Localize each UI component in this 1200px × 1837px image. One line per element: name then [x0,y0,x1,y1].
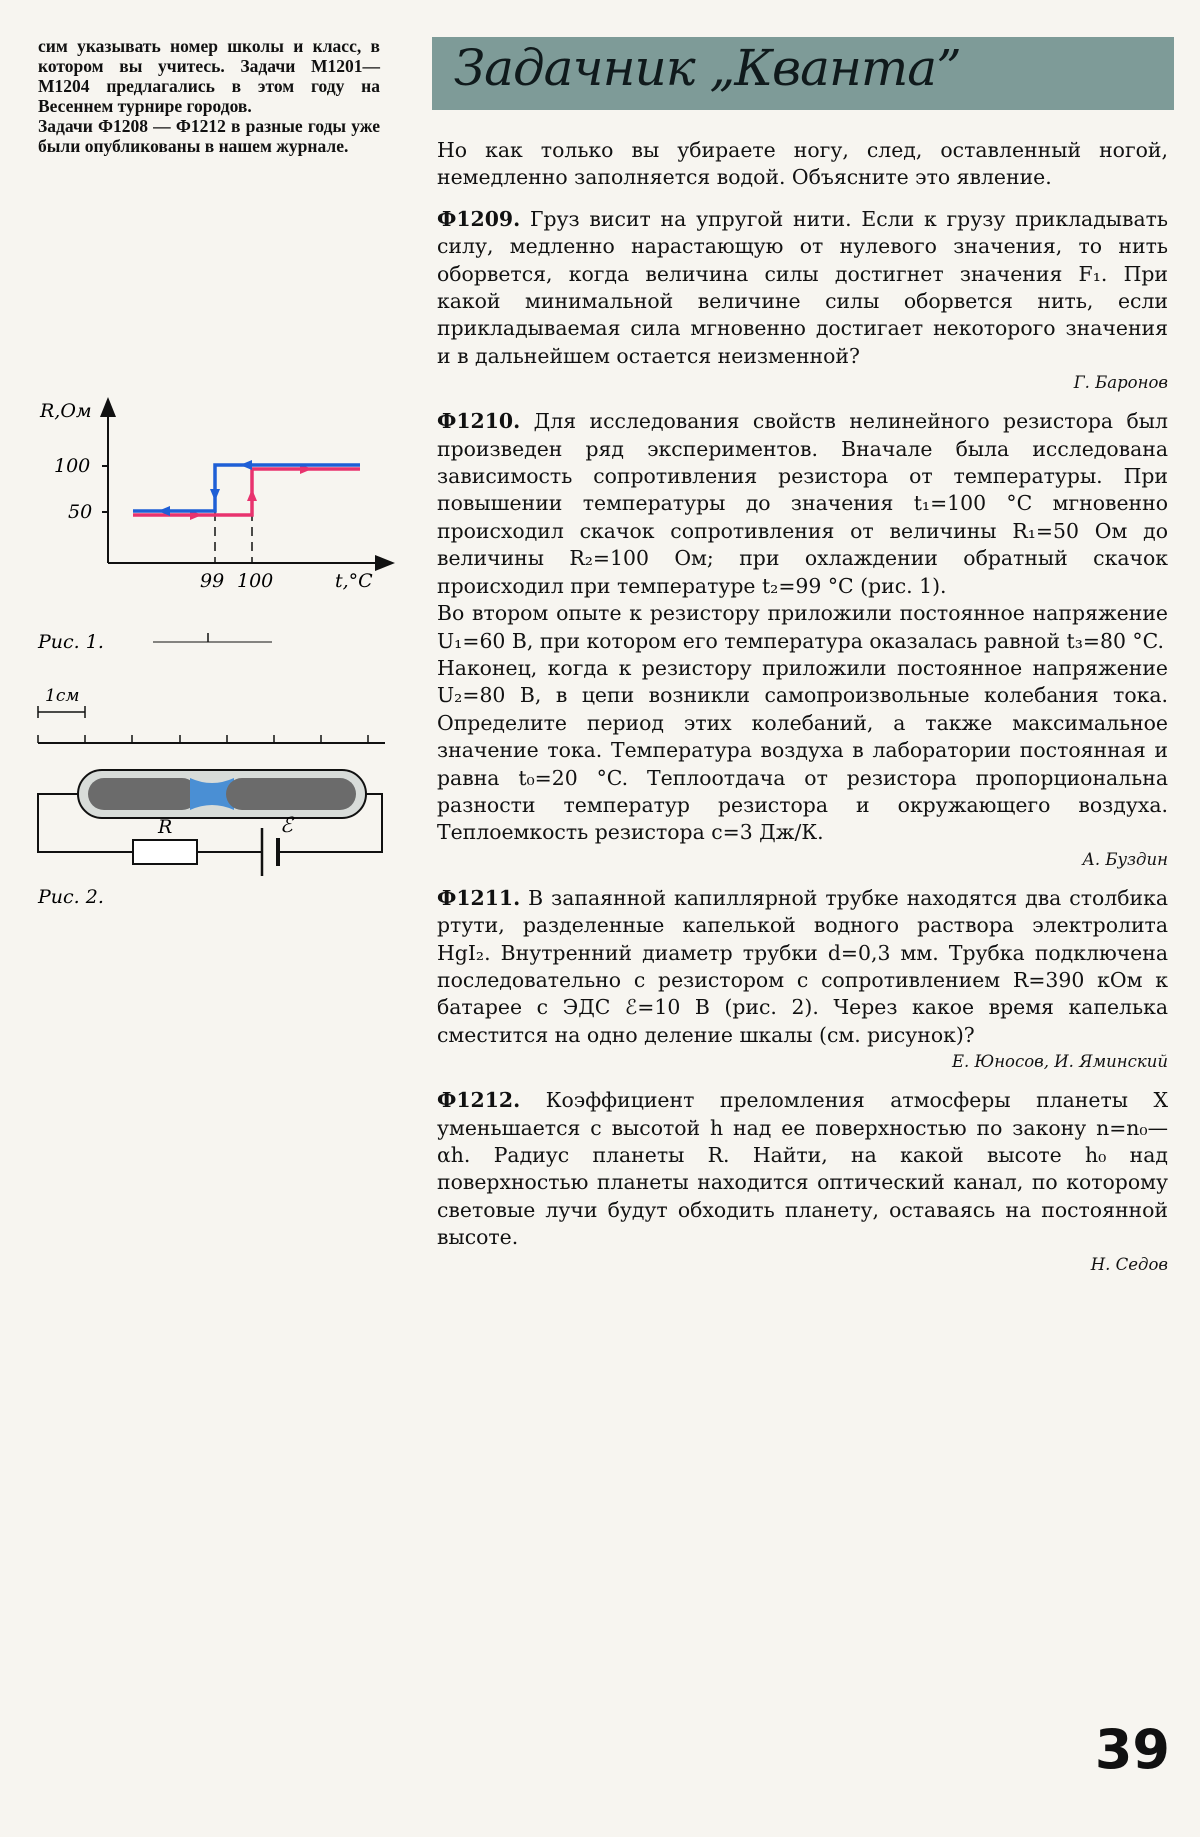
problem-number: Ф1212. [437,1088,521,1113]
problem-text-2: Во втором опыте к резистору приложили постоянное напряжение U₁=60 В, при котором его температура оказалась равной t₃=80 °C. [437,601,1168,653]
mercury-column-left [88,778,198,810]
figure-1-caption: Рис. 1. [38,631,104,653]
mercury-column-right [226,778,356,810]
cooling-arrow [240,460,252,470]
x-tick-label: 100 [237,570,274,592]
problem-author: Е. Юносов, И. Яминский [951,1052,1168,1072]
y-axis-label: R,Ом [40,400,92,422]
intro-text: Но как только вы убираете ногу, след, оставленный ногой, немедленно заполняется водой. Объясните это явление. [437,138,1168,190]
section-header [432,37,1174,110]
page-number: 39 [1094,1718,1170,1781]
problem-f1212 [437,1087,1168,1275]
section-title: Задачник „Кванта” [454,39,961,97]
sidebar-note [38,36,380,156]
problem-f1211 [437,885,1168,1073]
cooling-arrow [210,489,220,501]
problem-text: Коэффициент преломления атмосферы планеты X уменьшается с высотой h над ее поверхностью по закону n=n₀—αh. Радиус планеты R. Найти, на какой высоте h₀ над поверхностью планеты находится оптический канал, по которому световые лучи будут обходить планету, оставаясь на постоянной высоте. [437,1088,1168,1250]
sidebar-paragraph-2: Задачи Ф1208 — Ф1212 в разные годы уже были опубликованы в нашем журнале. [38,116,380,156]
resistor-label: R [158,816,173,838]
problem-text: Для исследования свойств нелинейного резистора был произведен ряд экспериментов. Вначале была исследована зависимость сопротивления резистора от температуры. При повышении температуры до значения t₁=100 °C мгновенно происходил скачок сопротивления от величины R₁=50 Ом до величины R₂=100 Ом; при охлаждении обратный скачок происходил при температуре t₂=99 °C (рис. 1). [437,409,1168,598]
problem-number: Ф1209. [437,206,521,231]
y-tick-label: 100 [54,455,91,477]
problem-author: Г. Баронов [1073,373,1168,393]
cooling-curve [133,465,360,511]
figure-2-circuit [30,680,410,920]
figure-1-graph [30,395,410,655]
problem-text-3: Наконец, когда к резистору приложили постоянное напряжение U₂=80 В, в цепи возникли самопроизвольные колебания тока. Определите период этих колебаний, а также максимальное значение тока. Температура воздуха в лаборатории постоянная и равна t₀=20 °C. Теплоотдача от резистора пропорциональна разности температур резистора и окружающего воздуха. Теплоемкость резистора c=3 Дж/К. [437,655,1168,845]
sidebar-paragraph-1: сим указывать номер школы и класс, в котором вы учитесь. Задачи М1201—М1204 предлагались в этом году на Весеннем турнире городов. [38,36,380,116]
x-axis-label: t,°C [335,570,373,592]
problem-f1210 [437,408,1168,871]
main-column [437,137,1168,1276]
problem-author: Н. Седов [1090,1254,1168,1274]
emf-label: ℰ [280,813,293,837]
figure-2-caption: Рис. 2. [38,886,104,908]
problem-author: А. Буздин [1082,849,1168,869]
problem-number: Ф1210. [437,409,521,434]
problem-text: Груз висит на упругой нити. Если к грузу прикладывать силу, медленно нарастающую от нулевого значения, то нить оборвется, когда величина силы достигнет значения F₁. При какой минимальной величине силы оборвется нить, если прикладываемая сила мгновенно достигает некоторого значения и в дальнейшем остается неизменной? [437,206,1168,368]
y-tick-label: 50 [68,501,93,523]
problem-text: В запаянной капиллярной трубке находятся два столбика ртути, разделенные капелькой водного раствора электролита HgI₂. Внутренний диаметр трубки d=0,3 мм. Трубка подключена последовательно с резистором с сопротивлением R=390 кОм к батарее с ЭДС ℰ=10 В (рис. 2). Через какое время капелька сместится на одно деление шкалы (см. рисунок)? [437,885,1168,1047]
scale-label: 1см [45,686,80,706]
heating-arrow [247,489,257,501]
resistor [133,840,197,864]
x-tick-label: 99 [200,570,225,592]
problem-number: Ф1211. [437,885,521,910]
problem-f1209 [437,206,1168,394]
